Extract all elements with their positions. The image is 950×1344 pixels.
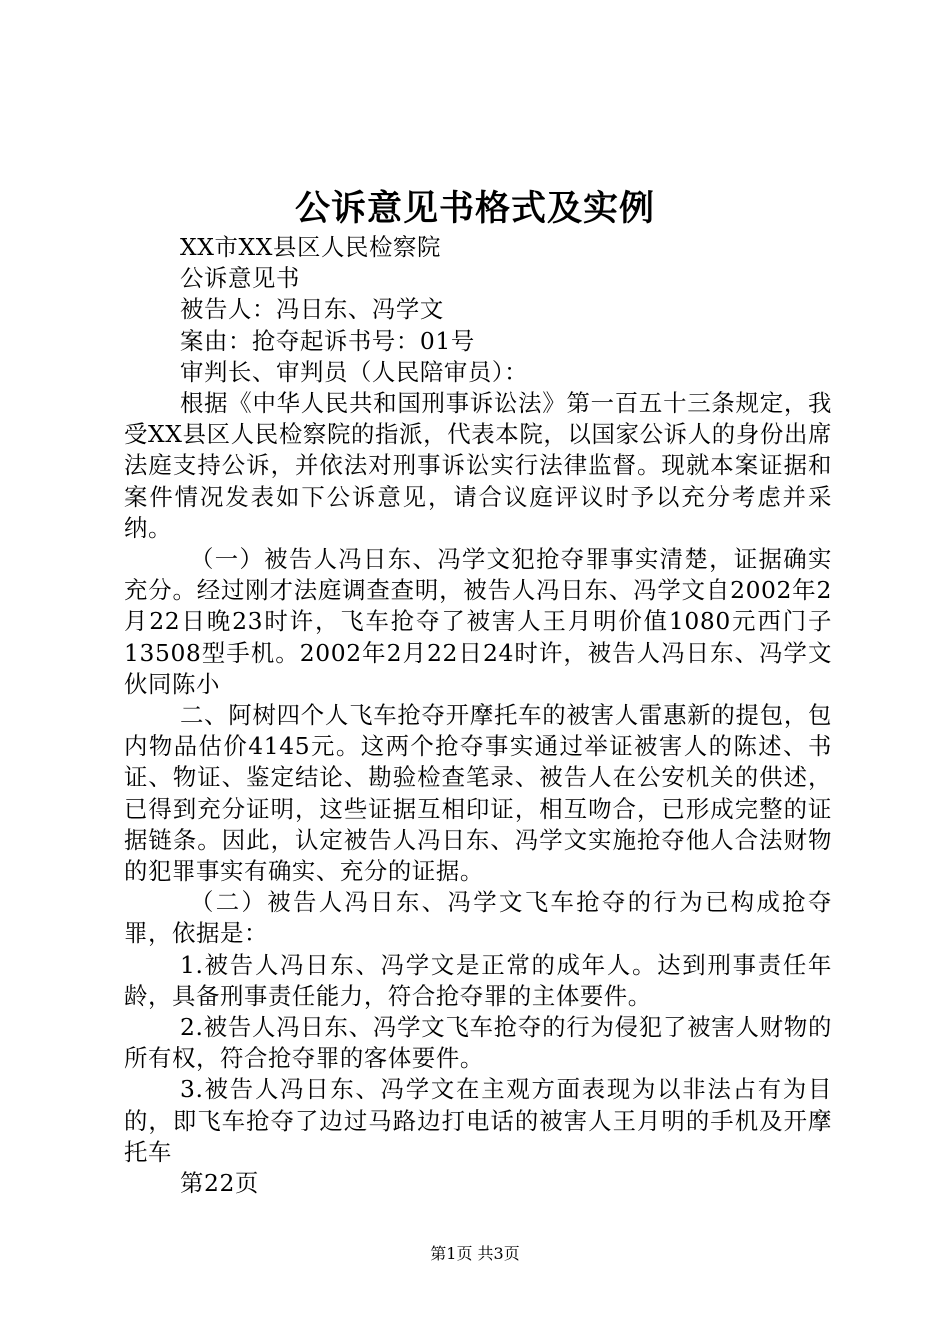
page-title: 公诉意见书格式及实例 xyxy=(294,188,655,229)
paragraph-section-1: （一）被告人冯日东、冯学文犯抢夺罪事实清楚，证据确实充分。经过刚才法庭调查查明，被告人冯日东、冯学文自2002年2月22日晚23时许，飞车抢夺了被害人王月明价值1080元西门子13508型手机。2002年2月22日24时许，被告人冯日东、冯学文伙同陈小 xyxy=(124,545,832,698)
document-body xyxy=(124,232,832,1199)
inline-page-marker: 第22页 xyxy=(180,1169,259,1198)
paragraph-intro: 根据《中华人民共和国刑事诉讼法》第一百五十三条规定，我受XX县区人民检察院的指派，代表本院，以国家公诉人的身份出席法庭支持公诉，并依法对刑事诉讼实行法律监督。现就本案证据和案件情况发表如下公诉意见，请合议庭评议时予以充分考虑并采纳。 xyxy=(124,389,832,542)
paragraph-point-2: 2.被告人冯日东、冯学文飞车抢夺的行为侵犯了被害人财物的所有权，符合抢夺罪的客体要件。 xyxy=(124,1013,832,1073)
page-footer: 第1页 共3页 xyxy=(430,1244,520,1263)
case-cause-line: 案由：抢夺起诉书号：01号 xyxy=(180,326,475,355)
paragraph-point-1: 1.被告人冯日东、冯学文是正常的成年人。达到刑事责任年龄，具备刑事责任能力，符合抢夺罪的主体要件。 xyxy=(124,950,832,1010)
salutation: 审判长、审判员（人民陪审员）： xyxy=(180,357,529,386)
paragraph-section-2: （二）被告人冯日东、冯学文飞车抢夺的行为已构成抢夺罪，依据是： xyxy=(124,888,832,948)
defendants-line: 被告人：冯日东、冯学文 xyxy=(180,295,444,324)
paragraph-point-3: 3.被告人冯日东、冯学文在主观方面表现为以非法占有为目的，即飞车抢夺了边过马路边打电话的被害人王月明的手机及开摩托车 xyxy=(124,1075,832,1166)
procuratorate-name: XX市XX县区人民检察院 xyxy=(180,233,441,261)
paragraph-evidence: 二、阿树四个人飞车抢夺开摩托车的被害人雷惠新的提包，包内物品估价4145元。这两个抢夺事实通过举证被害人的陈述、书证、物证、鉴定结论、勘验检查笔录、被告人在公安机关的供述，已得到充分证明，这些证据互相印证，相互吻合，已形成完整的证据链条。因此，认定被告人冯日东、冯学文实施抢夺他人合法财物的犯罪事实有确实、充分的证据。 xyxy=(124,701,832,886)
document-type: 公诉意见书 xyxy=(180,264,300,293)
